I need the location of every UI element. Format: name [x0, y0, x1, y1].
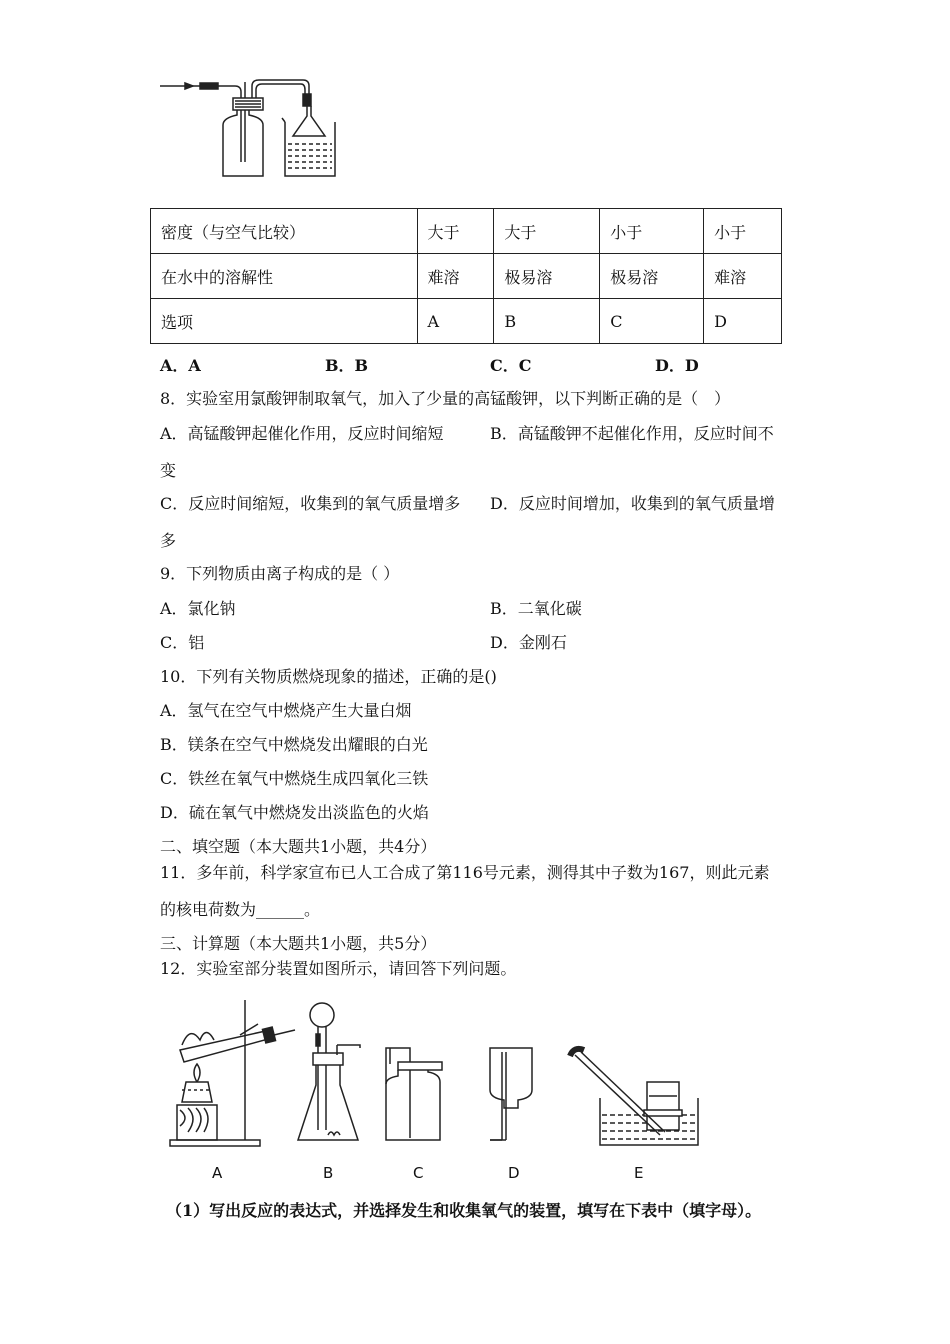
figure-label-e: E: [634, 1164, 644, 1182]
q7-option-d: D．D: [655, 356, 699, 375]
figure-label-a: A: [212, 1164, 223, 1182]
table-cell: 难溶: [417, 254, 494, 299]
table-cell: 在水中的溶解性: [151, 254, 418, 299]
q11-line1: 11．多年前，科学家宣布已人工合成了第116号元素，测得其中子数为167，则此元素: [160, 863, 770, 882]
q11-line2: 的核电荷数为______。: [160, 900, 321, 919]
table-cell: D: [704, 299, 782, 344]
q7-option-a: A．A: [160, 356, 201, 375]
table-row: [151, 254, 782, 299]
figure-label-c: C: [413, 1164, 424, 1182]
table-cell: 大于: [494, 209, 600, 254]
q10-option-a: A．氢气在空气中燃烧产生大量白烟: [160, 701, 412, 720]
table-cell: 选项: [151, 299, 418, 344]
table-cell: A: [417, 299, 494, 344]
table-row: [151, 299, 782, 344]
q10-option-d: D．硫在氧气中燃烧发出淡监色的火焰: [160, 803, 429, 822]
figure-label-b: B: [323, 1164, 334, 1182]
q9-stem: 9．下列物质由离子构成的是（ ）: [160, 564, 400, 583]
q8-option-d-cont: 多: [160, 531, 177, 550]
section-heading-calculation: 三、计算题（本大题共1小题，共5分）: [160, 934, 437, 953]
q8-option-b-cont: 变: [160, 461, 177, 480]
q9-option-a: A．氯化钠: [160, 599, 236, 618]
table-cell: 大于: [417, 209, 494, 254]
section-heading-fill-in: 二、填空题（本大题共1小题，共4分）: [160, 837, 437, 856]
q8-option-b: B．高锰酸钾不起催化作用，反应时间不: [490, 424, 774, 443]
gas-properties-table: [150, 208, 782, 344]
table-cell: 小于: [600, 209, 704, 254]
q7-option-b: B．B: [325, 356, 369, 375]
q9-option-d: D．金刚石: [490, 633, 567, 652]
gas-absorption-apparatus-figure: [155, 70, 355, 185]
lab-apparatus-figure: [160, 990, 720, 1160]
table-cell: B: [494, 299, 600, 344]
table-row: [151, 209, 782, 254]
q8-option-d: D．反应时间增加，收集到的氧气质量增: [490, 494, 775, 513]
q12-subquestion-1: （1）写出反应的表达式，并选择发生和收集氧气的装置，填写在下表中（填字母）。: [166, 1201, 762, 1220]
q9-option-c: C．铝: [160, 633, 205, 652]
table-cell: 密度（与空气比较）: [151, 209, 418, 254]
q10-option-b: B．镁条在空气中燃烧发出耀眼的白光: [160, 735, 428, 754]
q10-stem: 10．下列有关物质燃烧现象的描述，正确的是(): [160, 667, 497, 686]
table-cell: C: [600, 299, 704, 344]
q10-option-c: C．铁丝在氧气中燃烧生成四氧化三铁: [160, 769, 429, 788]
table-cell: 极易溶: [494, 254, 600, 299]
q8-option-c: C．反应时间缩短，收集到的氧气质量增多: [160, 494, 461, 513]
q8-stem: 8．实验室用氯酸钾制取氧气，加入了少量的高锰酸钾，以下判断正确的是（ ）: [160, 389, 731, 408]
table-cell: 极易溶: [600, 254, 704, 299]
q12-stem: 12．实验室部分装置如图所示，请回答下列问题。: [160, 959, 517, 978]
table-cell: 难溶: [704, 254, 782, 299]
figure-label-d: D: [508, 1164, 520, 1182]
q7-option-c: C．C: [490, 356, 532, 375]
q8-option-a: A．高锰酸钾起催化作用，反应时间缩短: [160, 424, 444, 443]
q9-option-b: B．二氧化碳: [490, 599, 582, 618]
table-cell: 小于: [704, 209, 782, 254]
